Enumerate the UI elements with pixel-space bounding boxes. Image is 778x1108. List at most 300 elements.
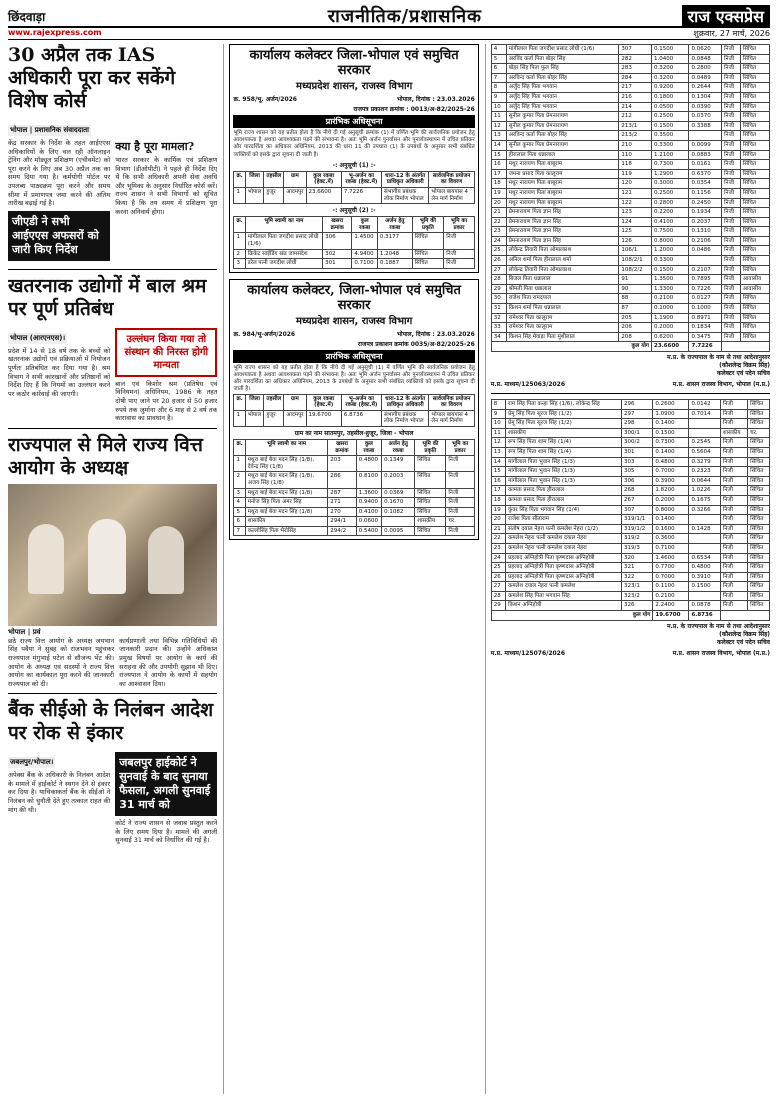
- table-row: [491, 582, 769, 592]
- table-row: [491, 553, 769, 563]
- callout-box: जीएडी ने सभी आईएएस अफसरों को जारी किए निर्देश: [8, 211, 110, 261]
- table-cell: 326: [621, 601, 652, 611]
- table-cell: निजी: [722, 92, 741, 102]
- table-cell: निजी: [446, 498, 474, 508]
- section-title: राजनीतिक/प्रशासनिक: [327, 6, 482, 27]
- table-cell: 16: [491, 160, 506, 170]
- signature-block: [491, 623, 770, 647]
- table-row: [491, 601, 769, 611]
- table-cell: सिंचित: [740, 169, 769, 179]
- table-cell: निजी: [722, 304, 741, 314]
- table-cell: 320: [621, 553, 652, 563]
- table-cell: मथुरा बाई बेवा मदन सिंह (1/8): [245, 488, 328, 498]
- table-cell: 31: [491, 304, 506, 314]
- table-cell: सिंचित: [740, 294, 769, 304]
- table-cell: शासकीय: [415, 517, 446, 527]
- table-cell: सिंचित: [748, 505, 770, 515]
- table-cell: 3: [234, 488, 245, 498]
- table-cell: भोपाल बायपास 4 लेन मार्ग निर्माण: [429, 188, 474, 204]
- table-cell: निजी: [722, 236, 741, 246]
- table-cell: सिंचित: [415, 498, 446, 508]
- table-cell: 0.0848: [689, 54, 722, 64]
- table-row: [491, 400, 769, 410]
- table-cell: 271: [328, 498, 356, 508]
- table-row: [234, 472, 474, 488]
- notice-title: कार्यालय कलेक्टर जिला-भोपाल एवं समुचित सरकार: [249, 48, 459, 78]
- table-cell: 206: [619, 323, 652, 333]
- table-cell: भोपाल बायपास 4 लेन मार्ग निर्माण: [429, 410, 474, 426]
- table-cell: 108/2/2: [619, 265, 652, 275]
- table-cell: 29: [491, 284, 506, 294]
- table-cell: सिंचित: [415, 456, 446, 472]
- table-cell: निजी: [720, 476, 747, 486]
- table-cell: 0.3266: [689, 505, 720, 515]
- table-cell: 297: [621, 409, 652, 419]
- table-row: [234, 517, 474, 527]
- table-cell: प्रेमनारायण पिता ज्ञान सिंह: [506, 208, 619, 218]
- table-cell: निजी: [722, 131, 741, 141]
- table-cell: 301: [323, 259, 352, 269]
- table-cell: [689, 428, 720, 438]
- table-cell: निजी: [446, 526, 474, 536]
- table-cell: 267: [621, 495, 652, 505]
- table-cell: 28: [491, 591, 505, 601]
- table-cell: रामेश्वर पिता कालूराम: [506, 313, 619, 323]
- table-cell: निजी: [720, 438, 747, 448]
- story-body: अपेक्स बैंक के अधिकारी के निलंबन आदेश के मामले में हाईकोर्ट ने स्थगन देने से इंकार कर दिया है। याचिकाकर्ता बैंक के सीईओ ने निलंबन को चुनौती देते हुए तत्काल राहत की मांग की थी।: [8, 771, 111, 814]
- table-cell: 0.0500: [652, 102, 689, 112]
- table-cell: 322: [621, 572, 652, 582]
- column-header: क्र.: [234, 171, 245, 187]
- table-cell: 118: [619, 160, 652, 170]
- table-cell: प्रेमू सिंह पिता सूरज सिंह (1/2): [506, 419, 622, 429]
- table-cell: निजी: [444, 249, 475, 259]
- table-row: [491, 188, 769, 198]
- table-cell: 27: [491, 582, 505, 592]
- table-cell: प्रेमनारायण पिता ज्ञान सिंह: [506, 227, 619, 237]
- table-cell: 14: [491, 457, 505, 467]
- table-cell: निजी: [722, 217, 741, 227]
- table-cell: मथुर नारायण पिता बाबूराम: [506, 188, 619, 198]
- table-cell: 319/1/2: [621, 524, 652, 534]
- table-cell: 17: [491, 486, 505, 496]
- table-cell: 1.2900: [652, 169, 689, 179]
- table-cell: 0.1800: [652, 92, 689, 102]
- table-cell: 0.3000: [652, 179, 689, 189]
- table-cell: 282: [619, 54, 652, 64]
- table-cell: 30: [491, 294, 506, 304]
- table-cell: 0.1310: [689, 227, 722, 237]
- table-cell: 0.3200: [652, 73, 689, 83]
- table-cell: सिंचित: [748, 524, 770, 534]
- table-cell: निजी: [722, 73, 741, 83]
- table-cell: 0.9200: [652, 83, 689, 93]
- table-cell: 0.3388: [689, 121, 722, 131]
- table-cell: 0.7895: [689, 275, 722, 285]
- table-cell: 5: [234, 507, 245, 517]
- table-cell: मथुर नारायण पिता बाबूराम: [506, 160, 619, 170]
- mp-number: म.प्र. माध्यम/125063/2026: [490, 381, 566, 388]
- table-cell: कुंवर सिंह पिता भगवान सिंह (1/4): [506, 505, 622, 515]
- masthead: [8, 6, 770, 28]
- table-cell: 28: [491, 275, 506, 285]
- table-row: [491, 179, 769, 189]
- table-cell: 9: [491, 409, 505, 419]
- table-cell: 0.2037: [689, 217, 722, 227]
- table-cell: सिंचित: [748, 572, 770, 582]
- notice-2-continuation-table: [491, 399, 770, 621]
- table-cell: 286: [328, 472, 356, 488]
- table-cell: 14: [491, 140, 506, 150]
- table-row: [491, 160, 769, 170]
- table-cell: 296: [621, 400, 652, 410]
- table-cell: 294/2: [328, 526, 356, 536]
- table-cell: मांगीलाल पिता जगदीश प्रसाद लोधी (1/6): [245, 233, 322, 249]
- table-cell: 0.7000: [653, 467, 689, 477]
- table-cell: आदमपुर: [284, 410, 306, 426]
- table-cell: सिंचित: [740, 217, 769, 227]
- table-cell: 0.1400: [653, 515, 689, 525]
- table-cell: 20: [491, 515, 505, 525]
- table-cell: कमलेश नेहरा पत्नी कमलेश दयाल नेहरा: [506, 534, 622, 544]
- table-cell: 25: [491, 563, 505, 573]
- table-cell: राजेश पिता रामदयाल: [506, 294, 619, 304]
- table-cell: सिंचित: [740, 236, 769, 246]
- table-cell: 15: [491, 467, 505, 477]
- table-cell: 17: [491, 169, 506, 179]
- table-cell: 306: [323, 233, 352, 249]
- story-body: छठे राज्य वित्त आयोग के अध्यक्ष जयभान सिंह पवैया ने सुबह को राजभवन पहुंचकर राज्यपाल मंगुभाई पटेल से सौजन्य भेंट की। आयोग के अध्यक्ष एवं सदस्यों ने राज्य वित्त आयोग का कार्यकाल पूरा करने की जानकारी राज्यपाल को दी।: [8, 636, 115, 688]
- table-cell: [689, 419, 720, 429]
- table-cell: 307: [619, 45, 652, 55]
- table-cell: 106/1: [619, 246, 652, 256]
- news-photo: [8, 484, 217, 626]
- table-cell: कमलेश सिंह पिता भगवान सिंह: [506, 591, 622, 601]
- table-row: [491, 515, 769, 525]
- table-row: [234, 259, 474, 269]
- schedule-2-table: [233, 216, 474, 269]
- table-cell: 10: [491, 419, 505, 429]
- column-header: कुल रकबा: [352, 217, 378, 233]
- table-row: [491, 495, 769, 505]
- story-body: भारत सरकार के कार्मिक एवं प्रशिक्षण विभाग (डीओपीटी) ने पहले ही निर्देश दिए थे कि सभी अधिकारी अपनी सेवा अवधि और भूमिका के अनुसार निर्धारित कोर्स करें। राज्य शासन ने सभी विभागों को सूचित किया है कि तय समय में प्रशिक्षण पूरा करना अनिवार्य होगा।: [115, 156, 218, 216]
- table-cell: संतोष दयाल नेहरा पत्नी कमलेश नेहरा (1/2): [506, 524, 622, 534]
- table-cell: 0.3500: [652, 131, 689, 141]
- table-cell: [689, 256, 722, 266]
- table-row: [234, 526, 474, 536]
- table-row: [491, 227, 769, 237]
- table-cell: हुजूर: [264, 410, 284, 426]
- signer-name: (कौशलेन्द्र विक्रम सिंह): [719, 362, 771, 369]
- column-header: क्र.: [234, 217, 245, 233]
- table-cell: शासकीय: [720, 428, 747, 438]
- table-cell: शासकीय: [506, 428, 622, 438]
- table-row: [491, 54, 769, 64]
- total-acquired: 6.8736: [689, 611, 720, 621]
- table-cell: सिंचित: [740, 198, 769, 208]
- table-cell: 319/3: [621, 543, 652, 553]
- table-cell: 212: [619, 112, 652, 122]
- column-header: ग्राम: [284, 171, 306, 187]
- table-row: [491, 217, 769, 227]
- table-cell: 0.0620: [689, 45, 722, 55]
- table-cell: 1.3600: [356, 488, 381, 498]
- table-cell: 0.2200: [652, 208, 689, 218]
- table-cell: 0.1156: [689, 188, 722, 198]
- table-cell: सिंचित: [740, 150, 769, 160]
- table-cell: निजी: [444, 259, 475, 269]
- table-row: [234, 456, 474, 472]
- table-cell: प्रहलाद अग्निहोत्री पिता कृष्णदास अग्निहोत्री: [506, 572, 622, 582]
- table-cell: निजी: [722, 45, 741, 55]
- table-cell: प्रेमनारायण पिता ज्ञान सिंह: [506, 217, 619, 227]
- table-cell: 0.7100: [352, 259, 378, 269]
- table-cell: मथुर नारायण पिता बाबूराम: [506, 198, 619, 208]
- table-cell: 0.7700: [653, 563, 689, 573]
- table-cell: 0.1400: [653, 419, 689, 429]
- story-bank-ceo: [8, 699, 217, 845]
- table-cell: जमना प्रसाद पिता कालूराम: [506, 169, 619, 179]
- table-cell: निजी: [720, 563, 747, 573]
- column-header: भू-अर्जन का रकबा (हेक्ट.में): [341, 171, 381, 187]
- table-cell: अजुँद सिंह पिता भगवान: [506, 83, 619, 93]
- column-header: सार्वजनिक प्रयोजन का विवरण: [429, 394, 474, 410]
- column-header: सार्वजनिक प्रयोजन का विवरण: [429, 171, 474, 187]
- table-cell: 1.0226: [689, 486, 720, 496]
- sign-line: म.प्र. के राज्यपाल के नाम से तथा आदेशानुसार: [666, 354, 771, 361]
- table-cell: 8: [491, 400, 505, 410]
- table-cell: निजी: [722, 140, 741, 150]
- table-cell: सिंचित: [748, 534, 770, 544]
- table-cell: 0.1500: [652, 265, 689, 275]
- table-cell: निजी: [720, 495, 747, 505]
- table-cell: 23: [491, 543, 505, 553]
- table-cell: सिंचित: [415, 488, 446, 498]
- table-cell: सिंचित: [748, 553, 770, 563]
- table-cell: 91: [619, 275, 652, 285]
- table-row: [491, 83, 769, 93]
- table-cell: 0.2800: [689, 64, 722, 74]
- table-row: [491, 256, 769, 266]
- column-header: तहसील: [264, 394, 284, 410]
- table-cell: 319/1/1: [621, 515, 652, 525]
- column-header: भूमि स्वामी का नाम: [245, 217, 322, 233]
- table-cell: क्रिकेट साईडिंग खंड जामसंदेश: [245, 249, 322, 259]
- table-row: [491, 467, 769, 477]
- table-cell: 2.2400: [653, 601, 689, 611]
- table-row: [234, 249, 474, 259]
- total-row: [491, 611, 769, 621]
- table-cell: 13: [491, 131, 506, 141]
- table-cell: संभागीय प्रबंधक लोक निर्माण भोपाल: [381, 410, 428, 426]
- table-cell: हुजूर: [264, 188, 284, 204]
- table-cell: निजी: [722, 54, 741, 64]
- table-cell: मांगीलाल पिता भुवान सिंह (1/3): [506, 457, 622, 467]
- table-cell: चर.: [748, 428, 770, 438]
- table-cell: 1.0900: [653, 409, 689, 419]
- table-cell: 1.2048: [377, 249, 412, 259]
- table-cell: 120: [619, 179, 652, 189]
- table-cell: 323/1: [621, 582, 652, 592]
- notice-date: भोपाल, दिनांक : 23.03.2026: [396, 96, 475, 103]
- table-cell: 90: [619, 284, 652, 294]
- table-cell: सिंचित: [748, 467, 770, 477]
- table-cell: सिंचित: [412, 259, 444, 269]
- site-url[interactable]: www.rajexpress.com: [8, 28, 102, 37]
- table-cell: सिंचित: [740, 246, 769, 256]
- table-cell: 0.0883: [689, 150, 722, 160]
- table-cell: निजी: [720, 534, 747, 544]
- table-cell: सिंचित: [748, 400, 770, 410]
- table-cell: 0.7226: [689, 284, 722, 294]
- table-cell: मथुरा बाई बेवा मदन सिंह (1/8): [245, 507, 328, 517]
- total-acquired: 7.7226: [689, 342, 722, 352]
- column-header: खसरा क्रमांक: [323, 217, 352, 233]
- table-cell: [382, 517, 415, 527]
- table-cell: 4: [234, 498, 245, 508]
- table-cell: रूप सिंह पिता शाम सिंह (1/4): [506, 438, 622, 448]
- table-cell: [689, 515, 720, 525]
- notice-continuation-column: [485, 44, 770, 1094]
- total-area: 19.6700: [653, 611, 689, 621]
- table-row: [491, 294, 769, 304]
- signer-name: (कौशलेन्द्र विक्रम सिंह): [719, 630, 771, 638]
- table-cell: शासकीय: [245, 517, 328, 527]
- table-row: [491, 121, 769, 131]
- table-row: [491, 45, 769, 55]
- headline: बैंक सीईओ के निलंबन आदेश पर रोक से इंकार: [8, 699, 214, 745]
- table-cell: 24: [491, 553, 505, 563]
- table-cell: 3: [234, 259, 245, 269]
- table-cell: निजी: [722, 246, 741, 256]
- table-cell: 0.0099: [689, 140, 722, 150]
- table-cell: प्रेमू सिंह पिता सूरज सिंह (1/2): [506, 409, 622, 419]
- mp-office: म.प्र. शासन राजस्व विभाग, भोपाल (म.प्र.): [672, 649, 771, 657]
- table-cell: 283: [619, 64, 652, 74]
- table-row: [491, 284, 769, 294]
- table-cell: 33: [491, 323, 506, 333]
- table-cell: 0.2000: [653, 495, 689, 505]
- column-header: धारा-12 के अंतर्गत प्राधिकृत अधिकारी: [381, 394, 428, 410]
- table-cell: 0.2100: [653, 591, 689, 601]
- table-row: [491, 275, 769, 285]
- table-cell: अरविन्द कर्ता पिता बोहर सिंह: [506, 73, 619, 83]
- table-cell: सिंचित: [748, 543, 770, 553]
- notice-text: भूमि राज्य शासन को यह प्रतीत होता है कि नीचे दी गई अनुसूची (1) में वर्णित भूमि की सार्वजनिक प्रयोजन हेतु आवश्यकता है अथवा आवश्यकता पड़ने की संभावना है। अतः भूमि अर्जन पुनर्वासन और पुनर्व्यवस्थापन में उचित प्रतिकर और पारदर्शिता का अधिकार अधिनियम, 2013 के उपबंधों के अनुसार सभी संबंधित व्यक्तियों को इसके द्वारा सूचना दी जाती है।: [233, 364, 475, 393]
- table-cell: 87: [619, 304, 652, 314]
- story-body: प्रदेश में 14 से 18 वर्ष तक के बच्चों को खतरनाक उद्योगों एवं प्रक्रियाओं में नियोजन पूर्णतः प्रतिबंधित कर दिया गया है। श्रम विभाग ने सभी कारखानों और प्रतिष्ठानों को निर्देश दिए हैं कि नियमों का उल्लंघन करने पर कठोर कार्रवाई की जाएगी।: [8, 346, 111, 398]
- table-cell: 26: [491, 256, 506, 266]
- column-header: कुल रकबा (हेक्ट.में): [306, 171, 341, 187]
- table-row: [491, 572, 769, 582]
- table-row: [491, 246, 769, 256]
- table-cell: 21: [491, 208, 506, 218]
- notice-1-continuation-table: [491, 44, 770, 352]
- table-cell: आवासीय: [740, 275, 769, 285]
- table-cell: राम सिंह पिता कन्हा सिंह (1/6), लोकेन्द्र सिंह: [506, 400, 622, 410]
- table-cell: 122: [619, 198, 652, 208]
- table-cell: 1: [234, 188, 245, 204]
- table-cell: सिंचित: [748, 476, 770, 486]
- table-cell: 0.0370: [689, 112, 722, 122]
- table-cell: 0.2800: [652, 198, 689, 208]
- table-cell: 1: [234, 233, 245, 249]
- mp-office: म.प्र. शासन राजस्व विभाग, भोपाल (म.प्र.): [672, 381, 771, 388]
- table-cell: सिंचित: [748, 495, 770, 505]
- table-cell: 0.2100: [652, 294, 689, 304]
- table-cell: निजी: [722, 179, 741, 189]
- brand-logo: राज एक्सप्रेस: [682, 5, 770, 27]
- table-cell: आवासीय: [740, 284, 769, 294]
- total-row: [491, 342, 769, 352]
- table-cell: सिंचित: [740, 83, 769, 93]
- table-cell: सुनील कुमार पिता प्रेमनारायण: [506, 112, 619, 122]
- table-row: [491, 419, 769, 429]
- table-cell: सिंचित: [748, 591, 770, 601]
- table-cell: 23: [491, 227, 506, 237]
- table-cell: निजी: [722, 188, 741, 198]
- land-acquisition-notice-1: [229, 44, 478, 273]
- table-cell: सिंचित: [748, 601, 770, 611]
- column-header: खसरा क्रमांक: [328, 439, 356, 455]
- table-cell: सिंचित: [740, 73, 769, 83]
- table-cell: निजी: [720, 409, 747, 419]
- table-cell: 0.6370: [689, 169, 722, 179]
- table-cell: 0.1675: [689, 495, 720, 505]
- table-cell: निजी: [444, 233, 475, 249]
- notice-date: भोपाल, दिनांक : 23.03.2026: [396, 330, 475, 338]
- table-cell: निजी: [722, 323, 741, 333]
- table-row: [491, 102, 769, 112]
- table-cell: भोपाल: [245, 410, 264, 426]
- table-cell: 319/2: [621, 534, 652, 544]
- table-cell: 29: [491, 601, 505, 611]
- table-cell: 8: [491, 83, 506, 93]
- table-cell: 0.1600: [653, 524, 689, 534]
- table-cell: 306: [621, 476, 652, 486]
- table-cell: 0.1100: [653, 582, 689, 592]
- table-row: [491, 447, 769, 457]
- story-finance-commission: [8, 434, 217, 689]
- column-header: भूमि का प्रकार: [446, 439, 474, 455]
- total-label: कुल योग: [491, 342, 651, 352]
- table-row: [491, 543, 769, 553]
- table-cell: 0.0878: [689, 601, 720, 611]
- table-row: [491, 265, 769, 275]
- table-cell: 0.0142: [689, 400, 720, 410]
- gazette-ref: राजपत्र प्रकाशन क्रमांक 0035/अ-82/2025-26: [357, 340, 475, 348]
- table-cell: सिंचित: [740, 323, 769, 333]
- schedule-1-table: [233, 394, 474, 427]
- table-cell: 0.7014: [689, 409, 720, 419]
- table-cell: 203: [328, 456, 356, 472]
- table-cell: हीरालाल पिता धन्नालाल: [506, 150, 619, 160]
- table-cell: डरेल पत्नी जगदीश लोधी: [245, 259, 322, 269]
- table-cell: 0.2000: [652, 323, 689, 333]
- table-row: [234, 233, 474, 249]
- schedule-caption: -: अनुसूची (2) :-: [332, 207, 376, 215]
- table-cell: बिजल पिता धन्नालाल: [506, 275, 619, 285]
- table-cell: अजुँद सिंह पिता भगवान: [506, 102, 619, 112]
- table-cell: 18: [491, 179, 506, 189]
- table-cell: सिंचित: [748, 457, 770, 467]
- table-cell: 205: [619, 313, 652, 323]
- table-cell: 0.6534: [689, 553, 720, 563]
- table-cell: 0.2600: [653, 400, 689, 410]
- table-cell: [689, 543, 720, 553]
- table-cell: चर.: [446, 517, 474, 527]
- table-cell: 0.1304: [689, 92, 722, 102]
